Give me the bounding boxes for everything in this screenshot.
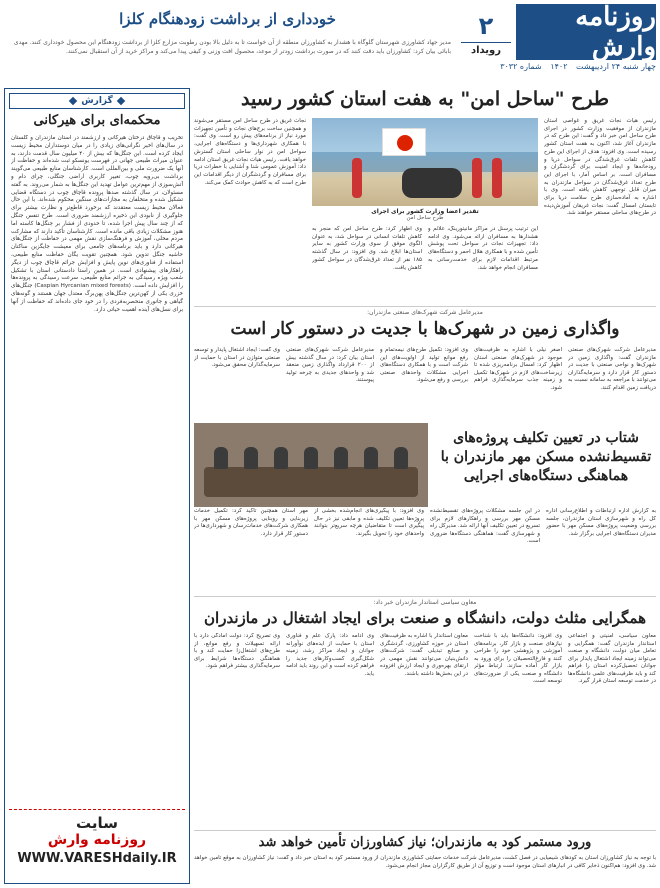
story-column: وی افزود: تکمیل طرح‌های نیمه‌تمام و رفع موانع تولید از اولویت‌های این شرکت است و با همکاری دستگاه‌های اجرایی مشکلات واحدهای صنعتی بررسی و رفع می‌شود. [380,347,468,383]
section-label: رویداد [461,42,511,56]
meeting-attendee [274,447,288,469]
meeting-attendee [214,447,228,469]
housing-story-body [194,508,656,592]
story-kicker: مدیرعامل شرکت شهرک‌های صنعتی مازندران: [367,309,483,316]
story-column: وی افزود: با پیگیری‌های انجام‌شده بخشی از پروژه‌ها تعیین تکلیف شده و مابقی نیز در حال پیگیری است تا متقاضیان هرچه سریع‌تر بتوانند واحدهای خود را تحویل بگیرند. [314,508,424,537]
newspaper-logo[interactable] [516,4,656,60]
caption-title: تقدیر اعضا وزارت کشور برای اجرای [371,208,479,215]
meeting-table [204,467,418,497]
story-column: وی گفت: ایجاد اشتغال پایدار و توسعه صنعتی متوازن در استان با حمایت از سرمایه‌گذاران محقق می‌شود. [194,347,280,368]
site-promo[interactable] [9,809,185,879]
caption-subtitle: طرح ساحل امن [406,215,444,221]
story-kicker: معاون سیاسی استاندار مازندران خبر داد: [373,599,477,606]
rescue-motorbike [402,168,462,198]
story-headline[interactable]: همگرایی مثلث دولت، دانشگاه و صنعت برای ایجاد اشتغال در مازندران [204,609,646,627]
lifeguard-figure [472,158,482,198]
story-column: وی تصریح کرد: دولت آمادگی دارد با ارائه تسهیلات و رفع موانع، از طرح‌های اشتغال‌زا حمایت کند و با هماهنگی دستگاه‌ها شرایط برای سرمایه‌گذاری بیشتر فراهم شود. [194,633,280,669]
story-column: معاون سیاسی، امنیتی و اجتماعی استاندار مازندران گفت: همگرایی و تعامل میان دولت، دانشگاه و صنعت می‌تواند زمینه ایجاد اشتغال پایدار برای جوانان تحصیل‌کرده استان را فراهم کند و باید ظرفیت‌های علمی دانشگاه‌ها در خدمت توسعه استان قرار گیرد. [568,633,656,684]
page-number: ۲ [478,12,494,40]
site-label: سایت [76,814,118,832]
diamond-icon [69,97,77,105]
meeting-attendee [394,447,408,469]
report-body: تخریب و قاچاق درختان هیرکانی و ارزشمند در استان مازندران و گلستان در سال‌های اخیر نگرانی‌های زیادی را در میان دوستداران محیط زیست ایجاد کرده است. این جنگل‌ها که بیش از ۴۰ میلیون سال قدمت دارند، به عنوان میراث طبیعی جهانی در فهرست یونسکو ثبت شده‌اند و حفاظت از آنها یک ضرورت ملی و بین‌المللی است. کارشناسان منابع طبیعی می‌گویند برداشت بی‌رویه چوب، تغییر کاربری اراضی جنگلی، چرای دام و آتش‌سوزی از مهم‌ترین عوامل تهدید این جنگل‌ها به شمار می‌روند. به گفته مسئولان، در سال گذشته صدها پرونده قاچاق چوب در دستگاه قضایی تشکیل شده و متخلفان به مجازات‌های سنگین محکوم شده‌اند. با این حال فعالان محیط زیست معتقدند که برخورد قاطع‌تر و نظارت بیشتر برای جلوگیری از نابودی این ذخیره ارزشمند ضروری است. طرح تنفس جنگل که از چند سال پیش اجرا شده، تا حدودی از فشار بر جنگل‌ها کاسته اما هنوز مشکلات زیادی باقی مانده است. کارشناسان تأکید دارند که مشارکت مردم محلی، آموزش و فرهنگ‌سازی نقش مهمی در حفاظت از جنگل‌های هیرکانی دارد و باید برنامه‌های جامعی برای معیشت جایگزین ساکنان حاشیه جنگل تدوین شود. همچنین تقویت یگان حفاظت منابع طبیعی، استفاده از فناوری‌های نوین پایش و افزایش جرائم قاچاق چوب از دیگر راهکارهای پیشنهادی است. در همین راستا دادستانی استان با تشکیل شعب ویژه رسیدگی به جرائم منابع طبیعی، سرعت رسیدگی به پرونده‌ها را افزایش داده است. (Caspian Hyrcanian mixed forests) جنگل‌های خزری یکی از کهن‌ترین جنگل‌های پهن‌برگ معتدل جهان هستند و گونه‌های گیاهی و جانوری منحصربه‌فردی را در خود جای داده‌اند که حفاظت از آنها برای نسل‌های آینده اهمیت حیاتی دارد. [11,135,183,313]
issue-number: شماره ۳۰۳۲ [500,62,542,71]
story-headline[interactable]: ورود مستمر کود به مازندران؛ نیاز کشاورزان تأمین خواهد شد [258,835,592,850]
story-column: مدیرعامل شرکت شهرک‌های صنعتی مازندران گفت: واگذاری زمین در شهرک‌ها و نواحی صنعتی با جدیت در دستور کار قرار دارد و سرمایه‌گذاران می‌توانند با مراجعه به سامانه نسبت به دریافت زمین اقدام کنند. [568,347,656,391]
report-badge [9,93,185,109]
story-column: در این جلسه مشکلات پروژه‌های تقسیط‌نشده مسکن مهر بررسی و راهکارهای لازم برای تسریع در تعیین تکلیف آنها ارائه شد. مدیرکل راه و شهرسازی گفت: هماهنگی دستگاه‌ها ضروری است. [430,508,540,544]
meeting-photo [194,423,428,507]
housing-story-headline[interactable]: شتاب در تعیین تکلیف پروژه‌های تقسیط‌نشده مسکن مهر مازندران با هماهنگی دستگاه‌های اجرایی [440,430,652,484]
meeting-attendee [304,447,318,469]
employment-story [194,596,656,828]
report-title[interactable]: محکمه‌ای برای هیرکانی [33,113,161,128]
lead-column: وی اظهار کرد: طرح ساحل امن که منجر به کاهش تلفات انسانی در سواحل شد، به عنوان الگوی موفق از سوی وزارت کشور به سایر استان‌ها ابلاغ شد. وی افزود: در سال گذشته ۱۸۵ نفر از تعداد غرق‌شدگان در سواحل کشور کاهش یافت. [312,226,422,271]
story-column: وی ادامه داد: پارک علم و فناوری استان با حمایت از ایده‌های نوآورانه جوانان و ایجاد مراکز رشد، زمینه شکل‌گیری کسب‌وکارهای جدید را فراهم کرده است و این روند باید ادامه یابد. [286,633,374,677]
site-name: روزنامه وارش [47,832,147,848]
lead-story [194,88,656,298]
lead-column: این ترتیب پرسنل در مراکز مانیتورینگ، علائم و هشدارها به مسافران ارائه می‌شود. وی ادامه داد: تجهیزات نجات در سواحل تحت پوشش تأمین شده و با همکاری هلال احمر و دستگاه‌های مرتبط اقدامات لازم برای خدمت‌رسانی به مسافران انجام خواهد شد. [428,226,538,271]
top-story-headline[interactable]: خودداری از برداشت زودهنگام کلزا [119,10,336,28]
diamond-icon [117,97,125,105]
story-column: مدیرعامل شرکت شهرک‌های صنعتی استان بیان کرد: در سال گذشته بیش از ۲۰۰ قرارداد واگذاری زمین منعقد شد و واحدهای جدیدی به چرخه تولید پیوستند. [286,347,374,383]
story-column: معاون استاندار با اشاره به ظرفیت‌های استان در حوزه کشاورزی، گردشگری و صنایع تبدیلی گفت: شرکت‌های دانش‌بنیان می‌توانند نقش مهمی در ارتقای بهره‌وری و ایجاد ارزش افزوده در این بخش‌ها داشته باشند. [380,633,468,677]
issue-year: ۱۴۰۲ [550,62,568,71]
story-column: وی افزود: دانشگاه‌ها باید با شناخت نیازهای صنعت و بازار کار، برنامه‌های آموزشی و پژوهشی خود را طراحی کنند و فارغ‌التحصیلان را برای ورود به بازار کار آماده سازند. ارتباط مؤثر دانشگاه و صنعت یکی از ضرورت‌های توسعه است. [474,633,562,684]
lifeguard-figure [492,158,502,198]
report-sidebar [4,88,190,884]
issue-date: چهار شنبه ۲۴ اردیبهشت [576,62,656,71]
date-row [456,62,656,71]
site-url[interactable]: WWW.VARESHdaily.IR [17,851,177,866]
meeting-attendee [364,447,378,469]
meeting-attendee [334,447,348,469]
masthead [4,4,656,82]
story-column: اصغر نیلی با اشاره به ظرفیت‌های موجود در شهرک‌های صنعتی استان اظهار کرد: امسال برنامه‌ریزی شده تا زیرساخت‌های لازم در شهرک‌ها تکمیل و زمینه جذب سرمایه‌گذاری فراهم شود. [474,347,562,391]
story-column: مهر استان همچنین تأکید کرد: تکمیل خدمات زیربنایی و روبنایی پروژه‌های مسکن مهر با همکاری شرکت‌های خدمات‌رسان و شهرداری‌ها در دستور کار قرار دارد. [194,508,308,537]
lead-photo [312,118,538,206]
fertilizer-story [194,830,656,884]
red-crescent-flag [382,128,426,156]
story-headline[interactable]: واگذاری زمین در شهرک‌ها با جدیت در دستور کار است [230,319,620,339]
meeting-attendee [244,447,258,469]
lead-column: نجات غریق در طرح ساحل امن مستقر می‌شوند و همچنین ساخت برج‌های نجات و تأمین تجهیزات مورد نیاز از برنامه‌های پیش رو است. وی گفت: با همکاری شهرداری‌ها و دستگاه‌های اجرایی، سواحل امن در نوار ساحلی استان گسترش خواهد یافت. رئیس هیات نجات غریق استان ادامه داد: آموزش عمومی شنا و آشنایی با خطرات دریا برای مسافران و گردشگران از دیگر اقدامات این طرح است که به کاهش حوادث کمک می‌کند. [194,118,306,186]
story-body: با توجه به نیاز کشاورزان استان به کودهای شیمیایی در فصل کشت، مدیرعامل شرکت خدمات حمایتی کشاورزی مازندران از ورود مستمر کود به استان خبر داد و گفت: نیاز کشاورزان به موقع تأمین خواهد شد. وی افزود: هم‌اکنون ذخایر کافی در انبارهای استان موجود است و توزیع آن از طریق کارگزاران مجاز انجام می‌شود. [194,855,656,869]
report-badge-label: گزارش [81,96,113,106]
industrial-parks-story [194,306,656,506]
lead-headline[interactable]: طرح "ساحل امن" به هفت استان کشور رسید [241,88,609,110]
lead-photo-caption [312,208,538,222]
top-story-teaser: مدیر جهاد کشاورزی شهرستان گلوگاه با هشدار به کشاورزان منطقه از آن خواست تا به دلیل بالا بودن رطوبت مزارع کلزا از برداشت زودهنگام این محصول خودداری کنند. مهدی بابائی بیان کرد: کشاورزان باید دقت کنند که در صورت برداشت زودتر از موعد، محصول افت وزنی و کیفی پیدا می‌کند و مراکز خرید از آن استقبال نمی‌کنند. [13,39,451,55]
story-column: به گزارش اداره ارتباطات و اطلاع‌رسانی اداره کل راه و شهرسازی استان مازندران، جلسه بررسی وضعیت پروژه‌های مسکن مهر با حضور مدیران دستگاه‌های اجرایی برگزار شد. [546,508,656,537]
lifeguard-figure [352,158,362,198]
lead-column: رئیس هیات نجات غریق و غواصی استان مازندران از موفقیت وزارت کشور در اجرای طرح ساحل امن خبر داد و گفت: این طرح که در مازندران آغاز شد، اکنون به هفت استان کشور رسیده است. وی افزود: هدف از اجرای این طرح کاهش تلفات غرق‌شدگی در سواحل دریا و رودخانه‌ها و ایجاد امنیت برای گردشگران و مسافران است. بر اساس آمار، با اجرای این طرح تعداد غرق‌شدگان در سواحل مازندران به میزان قابل توجهی کاهش یافته است. وی با اشاره به آماده‌سازی طرح سلامت دریا برای تابستان امسال گفت: نجات غریقان آموزش‌دیده در طرح‌های ساحلی مستقر خواهند شد. [544,118,656,217]
logo-text: روزنامه وارش [575,2,656,62]
